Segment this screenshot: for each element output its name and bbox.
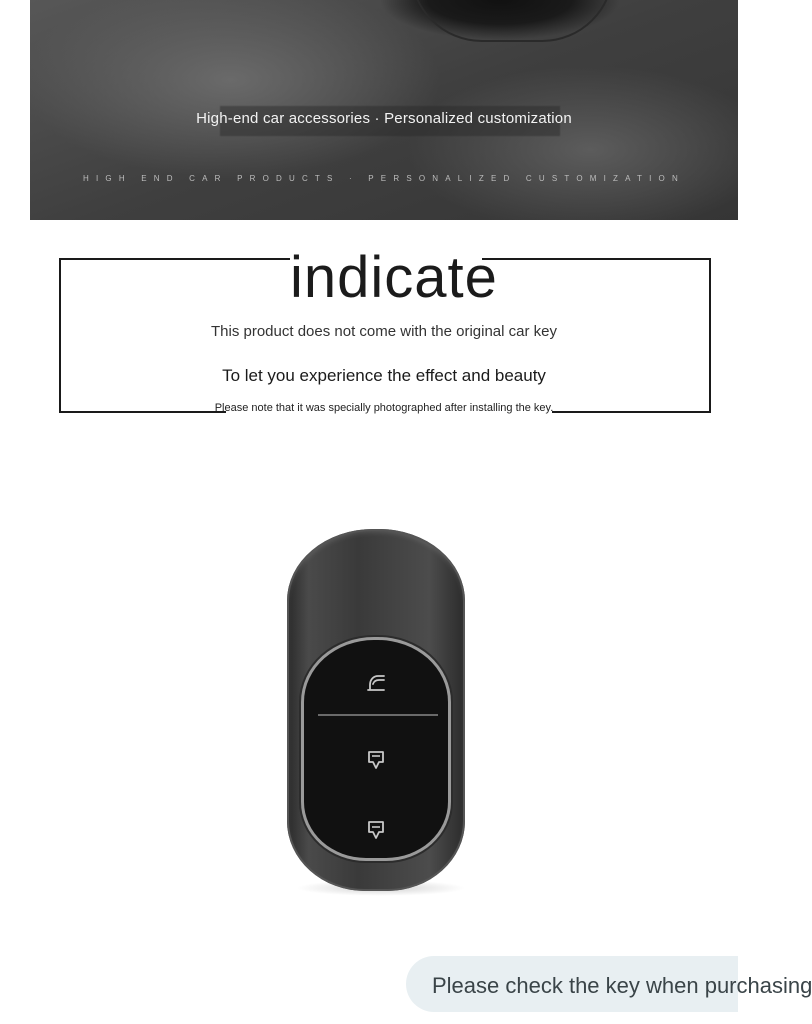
check-key-notice-label: Please check the key when purchasing [432,973,812,998]
banner-spaced-caption: HIGH END CAR PRODUCTS · PERSONALIZED CUSTOMIZATION [83,174,685,183]
banner-leather-stitching [410,0,614,42]
unlock-icon [364,818,388,842]
trunk-icon [364,670,388,694]
hero-banner [30,0,738,220]
lock-icon [364,748,388,772]
notice-line-photo-note: Please note that it was specially photographed after installing the key. [214,402,554,414]
notice-line-experience: To let you experience the effect and beauty [222,366,546,385]
key-fob-divider [318,714,438,716]
notice-title: indicate [290,236,482,316]
notice-line-no-original-key: This product does not come with the original car key [210,323,557,340]
check-key-notice-pill [406,956,812,1012]
banner-tagline: High-end car accessories · Personalized customization [196,110,572,127]
